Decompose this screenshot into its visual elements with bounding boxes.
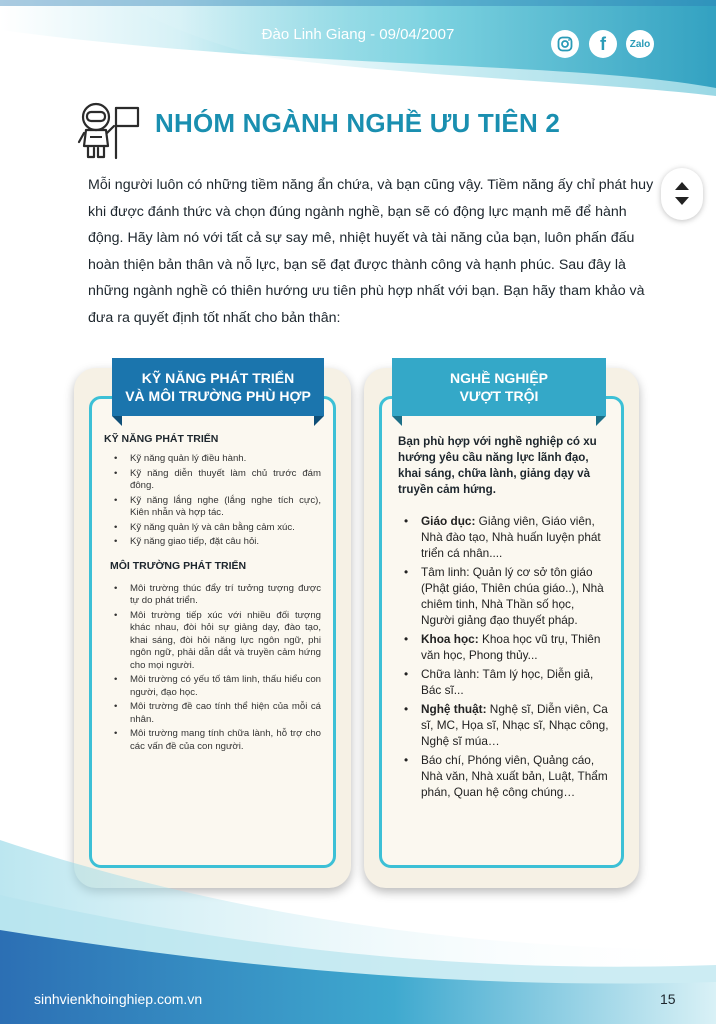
list-item: • Môi trường có yếu tố tâm linh, thấu hiểu con người, đạo học. xyxy=(104,674,321,699)
facebook-icon[interactable]: f xyxy=(589,30,617,58)
skills-heading: KỸ NĂNG PHÁT TRIỂN xyxy=(104,433,219,445)
career-text: Nghệ sĩ, Diễn viên, Ca sĩ, MC, Họa sĩ, Nhạc sĩ, Nhạc công, Nghệ sĩ múa… xyxy=(421,702,609,748)
card-frame xyxy=(89,396,336,868)
page-number: 15 xyxy=(660,991,676,1007)
author-date: Đào Linh Giang - 09/04/2007 xyxy=(261,26,455,43)
list-item xyxy=(398,752,609,800)
list-item: • Môi trường thúc đẩy trí tưởng tượng được tự do phát triển. xyxy=(104,583,321,608)
card-tag-skills xyxy=(112,358,324,416)
list-item: • Môi trường mang tính chữa lành, hỗ trợ cho các vấn đề của con người. xyxy=(104,728,321,753)
list-item xyxy=(398,631,609,663)
instagram-icon[interactable] xyxy=(551,30,579,58)
career-text: Báo chí, Phóng viên, Quảng cáo, Nhà văn, Nhà xuất bản, Luật, Thẩm phán, Quan hệ công chúng… xyxy=(421,753,608,799)
list-item: • Kỹ năng quản lý và cân bằng cảm xúc. xyxy=(104,522,321,535)
scroll-up-icon[interactable] xyxy=(675,182,689,190)
environment-list xyxy=(104,583,321,754)
list-item: • Kỹ năng giao tiếp, đặt câu hỏi. xyxy=(104,536,321,549)
astronaut-flag-icon xyxy=(74,100,146,162)
career-text: Chữa lành: Tâm lý học, Diễn giả, Bác sĩ... xyxy=(421,667,594,697)
page-title: NHÓM NGÀNH NGHỀ ƯU TIÊN 2 xyxy=(155,108,561,138)
scroll-down-icon[interactable] xyxy=(675,197,689,205)
intro-paragraph: Mỗi người luôn có những tiềm năng ẩn chứa, và bạn cũng vậy. Tiềm năng ấy chỉ phát huy khi được đánh thức và chọn đúng ngành nghề, bạn sẽ có động lực mạnh mẽ để hành động. Hãy làm nó với tất cả sự say mê, nhiệt huyết và tài năng của bạn, luôn phấn đấu hoàn thiện bản thân và nỗ lực, bạn sẽ đạt được thành công và hạnh phúc. Sau đây là những ngành nghề có thiên hướng ưu tiên phù hợp nhất với bạn. Bạn hãy tham khảo và đưa ra quyết định tốt nhất cho bản thân: xyxy=(88,177,654,326)
career-label: Nghệ thuật: xyxy=(421,702,487,716)
career-text: Khoa học vũ trụ, Thiên văn học, Phong thủy... xyxy=(421,632,601,662)
list-item xyxy=(398,564,609,628)
tag-line: KỸ NĂNG PHÁT TRIỂN xyxy=(141,370,295,386)
scroll-control[interactable] xyxy=(661,168,703,220)
list-item: • Môi trường đề cao tính thể hiện của mỗi cá nhân. xyxy=(104,701,321,726)
skills-list xyxy=(104,453,321,549)
zalo-icon[interactable]: Zalo xyxy=(626,30,654,58)
list-item: • Kỹ năng diễn thuyết làm chủ trước đám đông. xyxy=(104,468,321,493)
career-label: Khoa học: xyxy=(421,632,479,646)
list-item: • Kỹ năng quản lý điều hành. xyxy=(104,453,321,466)
list-item xyxy=(398,513,609,561)
career-text: Tâm linh: Quản lý cơ sở tôn giáo (Phật giáo, Thiên chúa giáo..), Nhà chiêm tinh, Nhà Thần số học, Người giảng đạo thuyết pháp. xyxy=(421,565,604,627)
list-item: • Kỹ năng lắng nghe (lắng nghe tích cực), Kiên nhẫn và hợp tác. xyxy=(104,495,321,520)
tag-line: VÀ MÔI TRƯỜNG PHÙ HỢP xyxy=(125,388,311,404)
list-item xyxy=(398,666,609,698)
career-text: Giảng viên, Giáo viên, Nhà đào tạo, Nhà huấn luyện phát triển cá nhân.... xyxy=(421,514,601,560)
environment-heading: MÔI TRƯỜNG PHÁT TRIỂN xyxy=(110,559,247,572)
career-summary: Bạn phù hợp với nghề nghiệp có xu hướng yêu cầu năng lực lãnh đạo, khai sáng, chữa lành, giảng dạy và truyền cảm hứng. xyxy=(398,435,597,496)
footer-website[interactable]: sinhvienkhoinghiep.com.vn xyxy=(34,991,203,1007)
list-item: • Môi trường tiếp xúc với nhiều đối tượng khác nhau, đòi hỏi sự giảng dạy, đào tạo, khai sáng, đòi hỏi năng lực ngôn ngữ, phi ngôn ngữ, phải dẫn dắt và truyền cảm hứng cho mọi người. xyxy=(104,610,321,673)
tag-line: VƯỢT TRỘI xyxy=(459,388,539,404)
card-frame xyxy=(379,396,624,868)
career-list xyxy=(398,513,609,800)
list-item xyxy=(398,701,609,749)
card-tag-careers xyxy=(392,358,606,416)
tag-line: NGHỀ NGHIỆP xyxy=(449,370,548,386)
career-label: Giáo dục: xyxy=(421,514,476,528)
